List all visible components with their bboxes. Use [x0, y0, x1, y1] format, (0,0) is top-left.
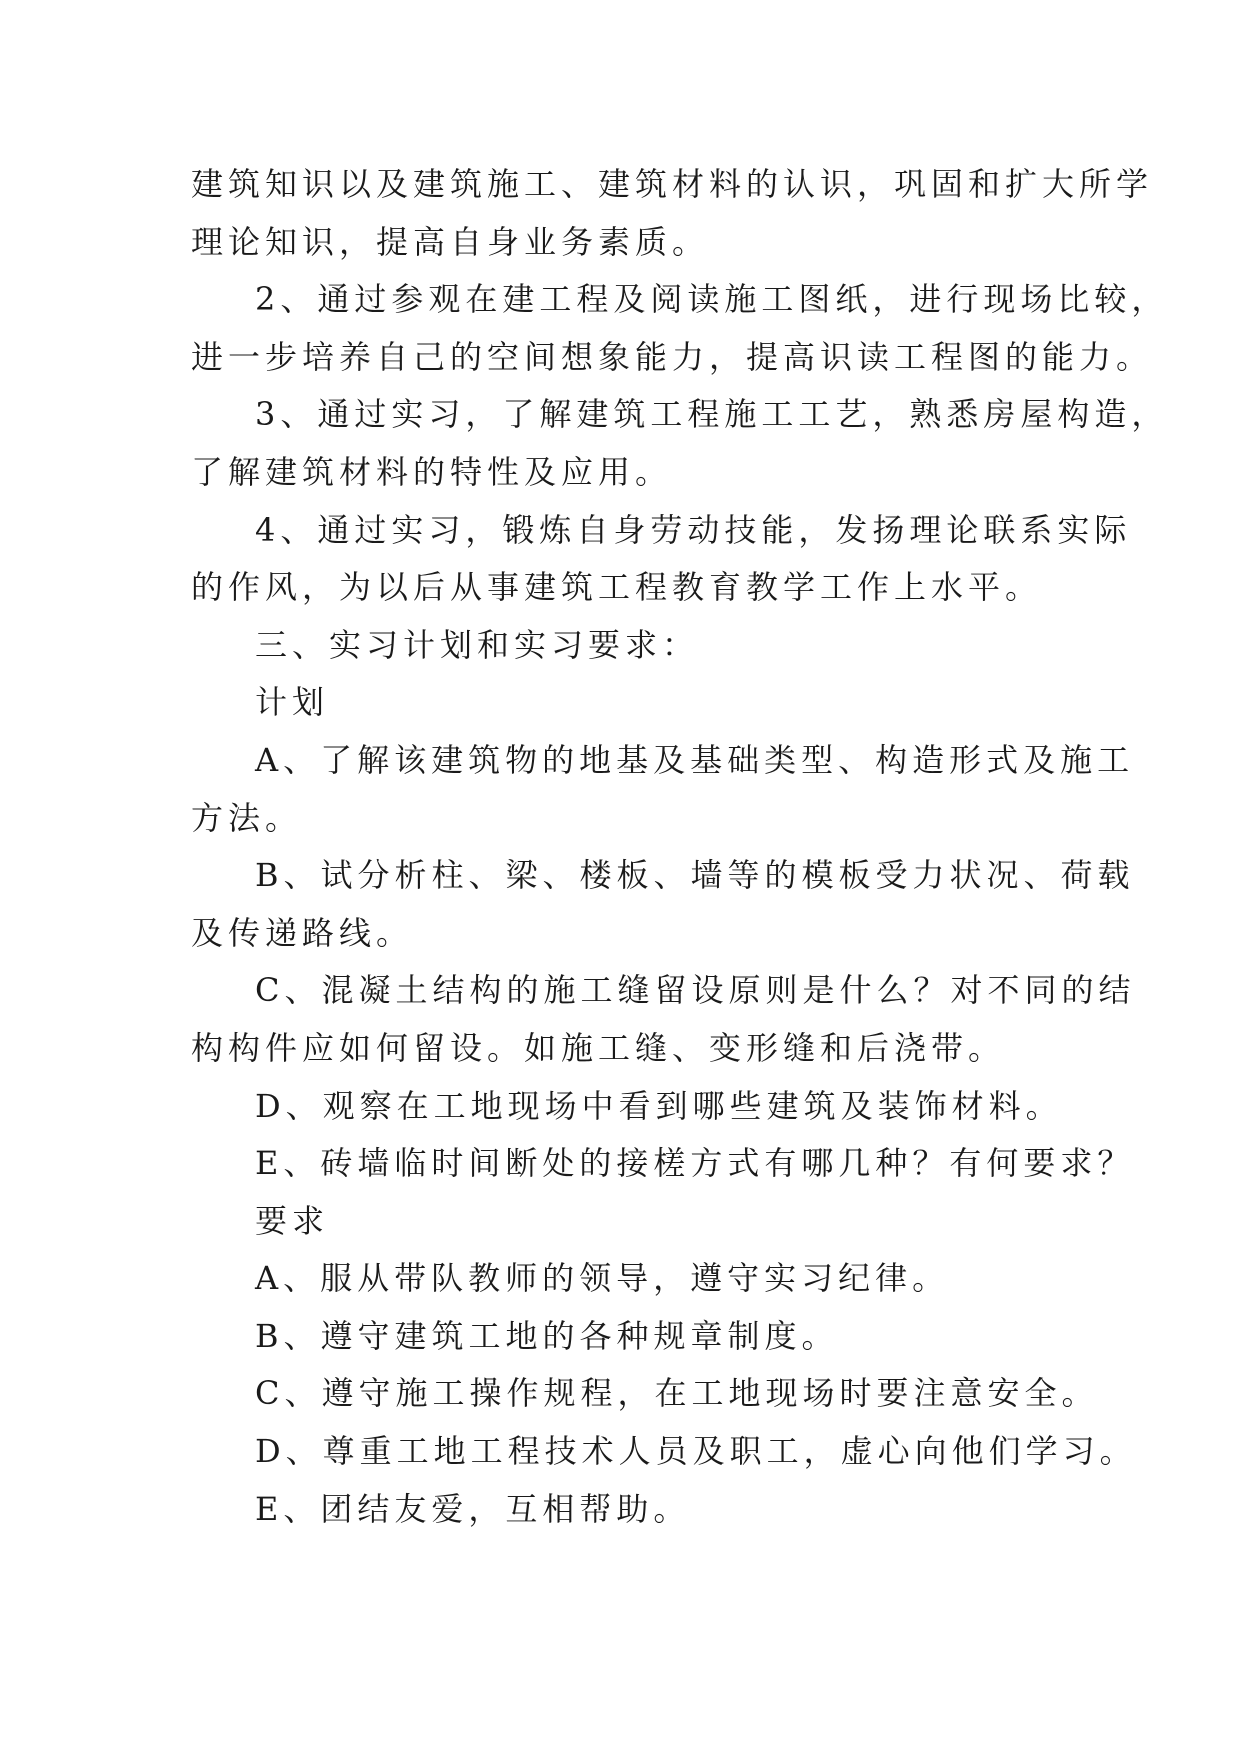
text-line: 方法。 — [191, 798, 303, 837]
text-line: 理论知识，提高自身业务素质。 — [191, 222, 710, 261]
section-heading: 三、实习计划和实习要求： — [255, 625, 700, 664]
list-item: E、砖墙临时间断处的接槎方式有哪几种？有何要求？ — [255, 1144, 1135, 1183]
list-item: E、团结友爱，互相帮助。 — [255, 1489, 691, 1528]
list-item: D、尊重工地工程技术人员及职工，虚心向他们学习。 — [255, 1432, 1137, 1471]
text-line: 构构件应如何留设。如施工缝、变形缝和后浇带。 — [191, 1028, 1006, 1067]
document-body — [191, 156, 1169, 1538]
subheading-requirements: 要求 — [255, 1201, 330, 1240]
list-item: D、观察在工地现场中看到哪些建筑及装饰材料。 — [255, 1086, 1063, 1125]
list-item: A、了解该建筑物的地基及基础类型、构造形式及施工 — [255, 740, 1135, 779]
text-line: 了解建筑材料的特性及应用。 — [191, 452, 673, 491]
text-line: 4、通过实习，锻炼自身劳动技能，发扬理论联系实际 — [255, 510, 1132, 549]
text-line: 3、通过实习，了解建筑工程施工工艺，熟悉房屋构造， — [255, 395, 1169, 434]
list-item: B、遵守建筑工地的各种规章制度。 — [255, 1316, 839, 1355]
list-item: B、试分析柱、梁、楼板、墙等的模板受力状况、荷载 — [255, 856, 1135, 895]
list-item: C、遵守施工操作规程，在工地现场时要注意安全。 — [255, 1374, 1099, 1413]
text-line: 及传递路线。 — [191, 913, 414, 952]
text-line: 2、通过参观在建工程及阅读施工图纸，进行现场比较， — [255, 280, 1169, 319]
text-line: 建筑知识以及建筑施工、建筑材料的认识，巩固和扩大所学 — [191, 165, 1154, 203]
text-line: 的作风，为以后从事建筑工程教育教学工作上水平。 — [191, 568, 1043, 607]
subheading-plan: 计划 — [255, 683, 330, 722]
list-item: A、服从带队教师的领导，遵守实习纪律。 — [255, 1259, 950, 1298]
text-line: 进一步培养自己的空间想象能力，提高识读工程图的能力。 — [191, 337, 1154, 376]
list-item: C、混凝土结构的施工缝留设原则是什么？对不同的结 — [255, 971, 1136, 1010]
